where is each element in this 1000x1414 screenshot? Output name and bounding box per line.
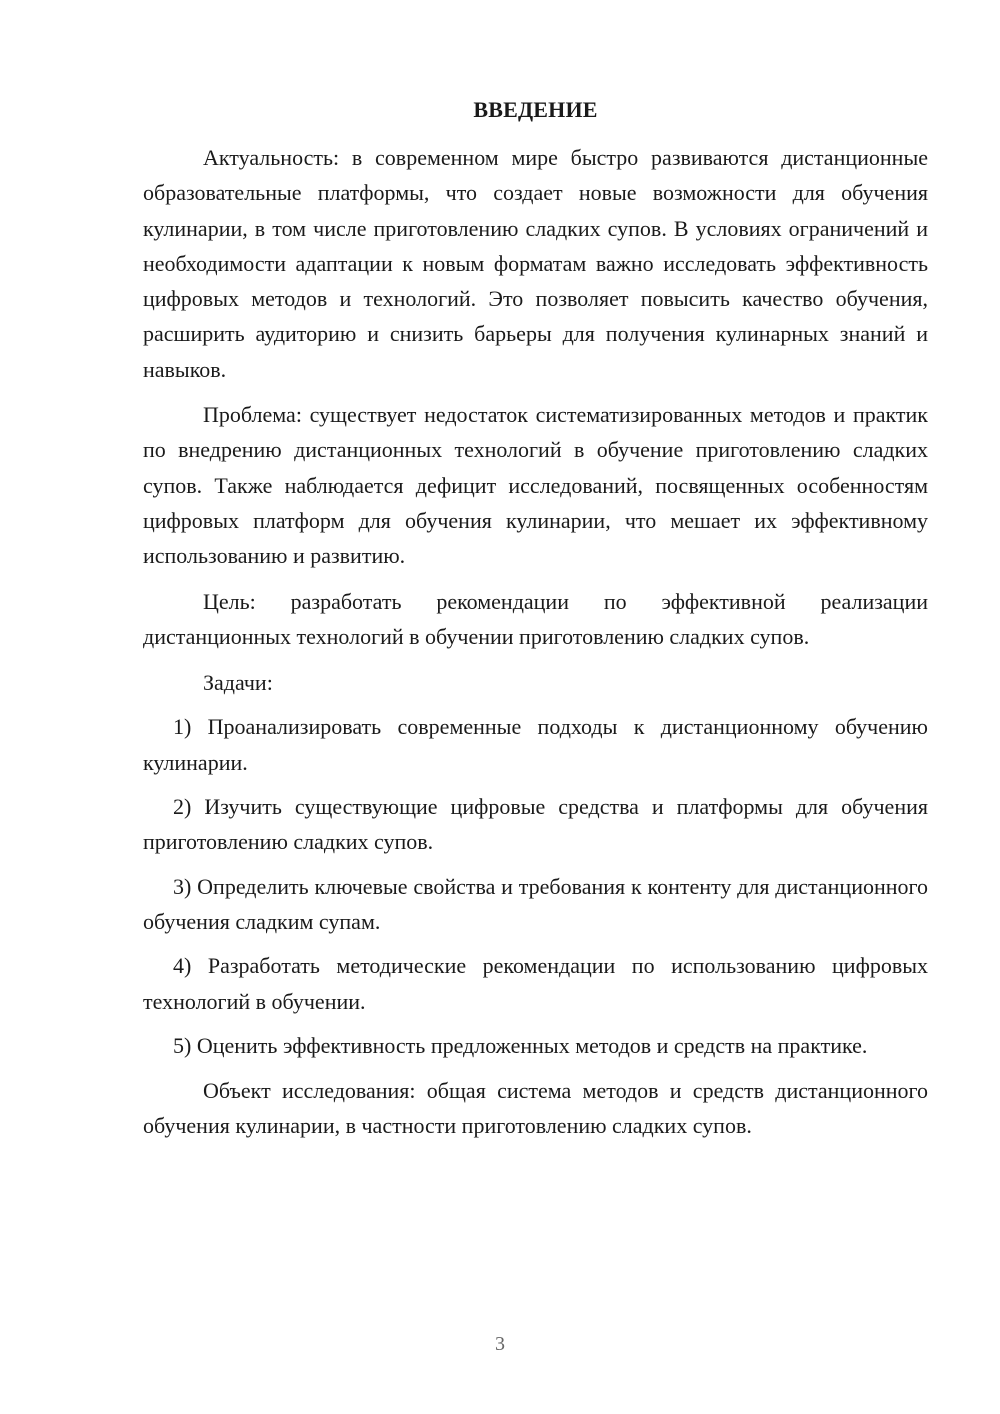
- task-item: 4) Разработать методические рекомендации по использованию цифровых технологий в обучении.: [143, 953, 928, 1014]
- section-title: ВВЕДЕНИЕ: [473, 97, 598, 122]
- tasks-list: [143, 709, 928, 1063]
- paragraph-problem: Проблема: существует недостаток систематизированных методов и практик по внедрению дистанционных технологий в обучение приготовлению сладких супов. Также наблюдается дефицит исследований, посвященных особенностям цифровых платформ для обучения кулинарии, что мешает их эффективному использованию и развитию.: [143, 402, 928, 569]
- tasks-label: Задачи:: [203, 670, 273, 696]
- task-item: 1) Проанализировать современные подходы к дистанционному обучению кулинарии.: [143, 714, 928, 775]
- paragraph-object: Объект исследования: общая система методов и средств дистанционного обучения кулинарии, в частности приготовлению сладких супов.: [143, 1078, 928, 1139]
- task-item: 5) Оценить эффективность предложенных методов и средств на практике.: [173, 1032, 868, 1058]
- page-number: 3: [495, 1333, 505, 1355]
- paragraph-relevance: Актуальность: в современном мире быстро развиваются дистанционные образовательные платформы, что создает новые возможности для обучения кулинарии, в том числе приготовлению сладких супов. В условиях ограничений и необходимости адаптации к новым форматам важно исследовать эффективность цифровых методов и технологий. Это позволяет повысить качество обучения, расширить аудиторию и снизить барьеры для получения кулинарных знаний и навыков.: [143, 145, 928, 382]
- task-item: 2) Изучить существующие цифровые средства и платформы для обучения приготовлению сладких супов.: [143, 794, 928, 855]
- document-page: [143, 95, 928, 1144]
- task-item: 3) Определить ключевые свойства и требования к контенту для дистанционного обучения сладким супам.: [143, 873, 928, 934]
- paragraph-goal: Цель: разработать рекомендации по эффективной реализации дистанционных технологий в обучении приготовлению сладких супов.: [143, 588, 928, 649]
